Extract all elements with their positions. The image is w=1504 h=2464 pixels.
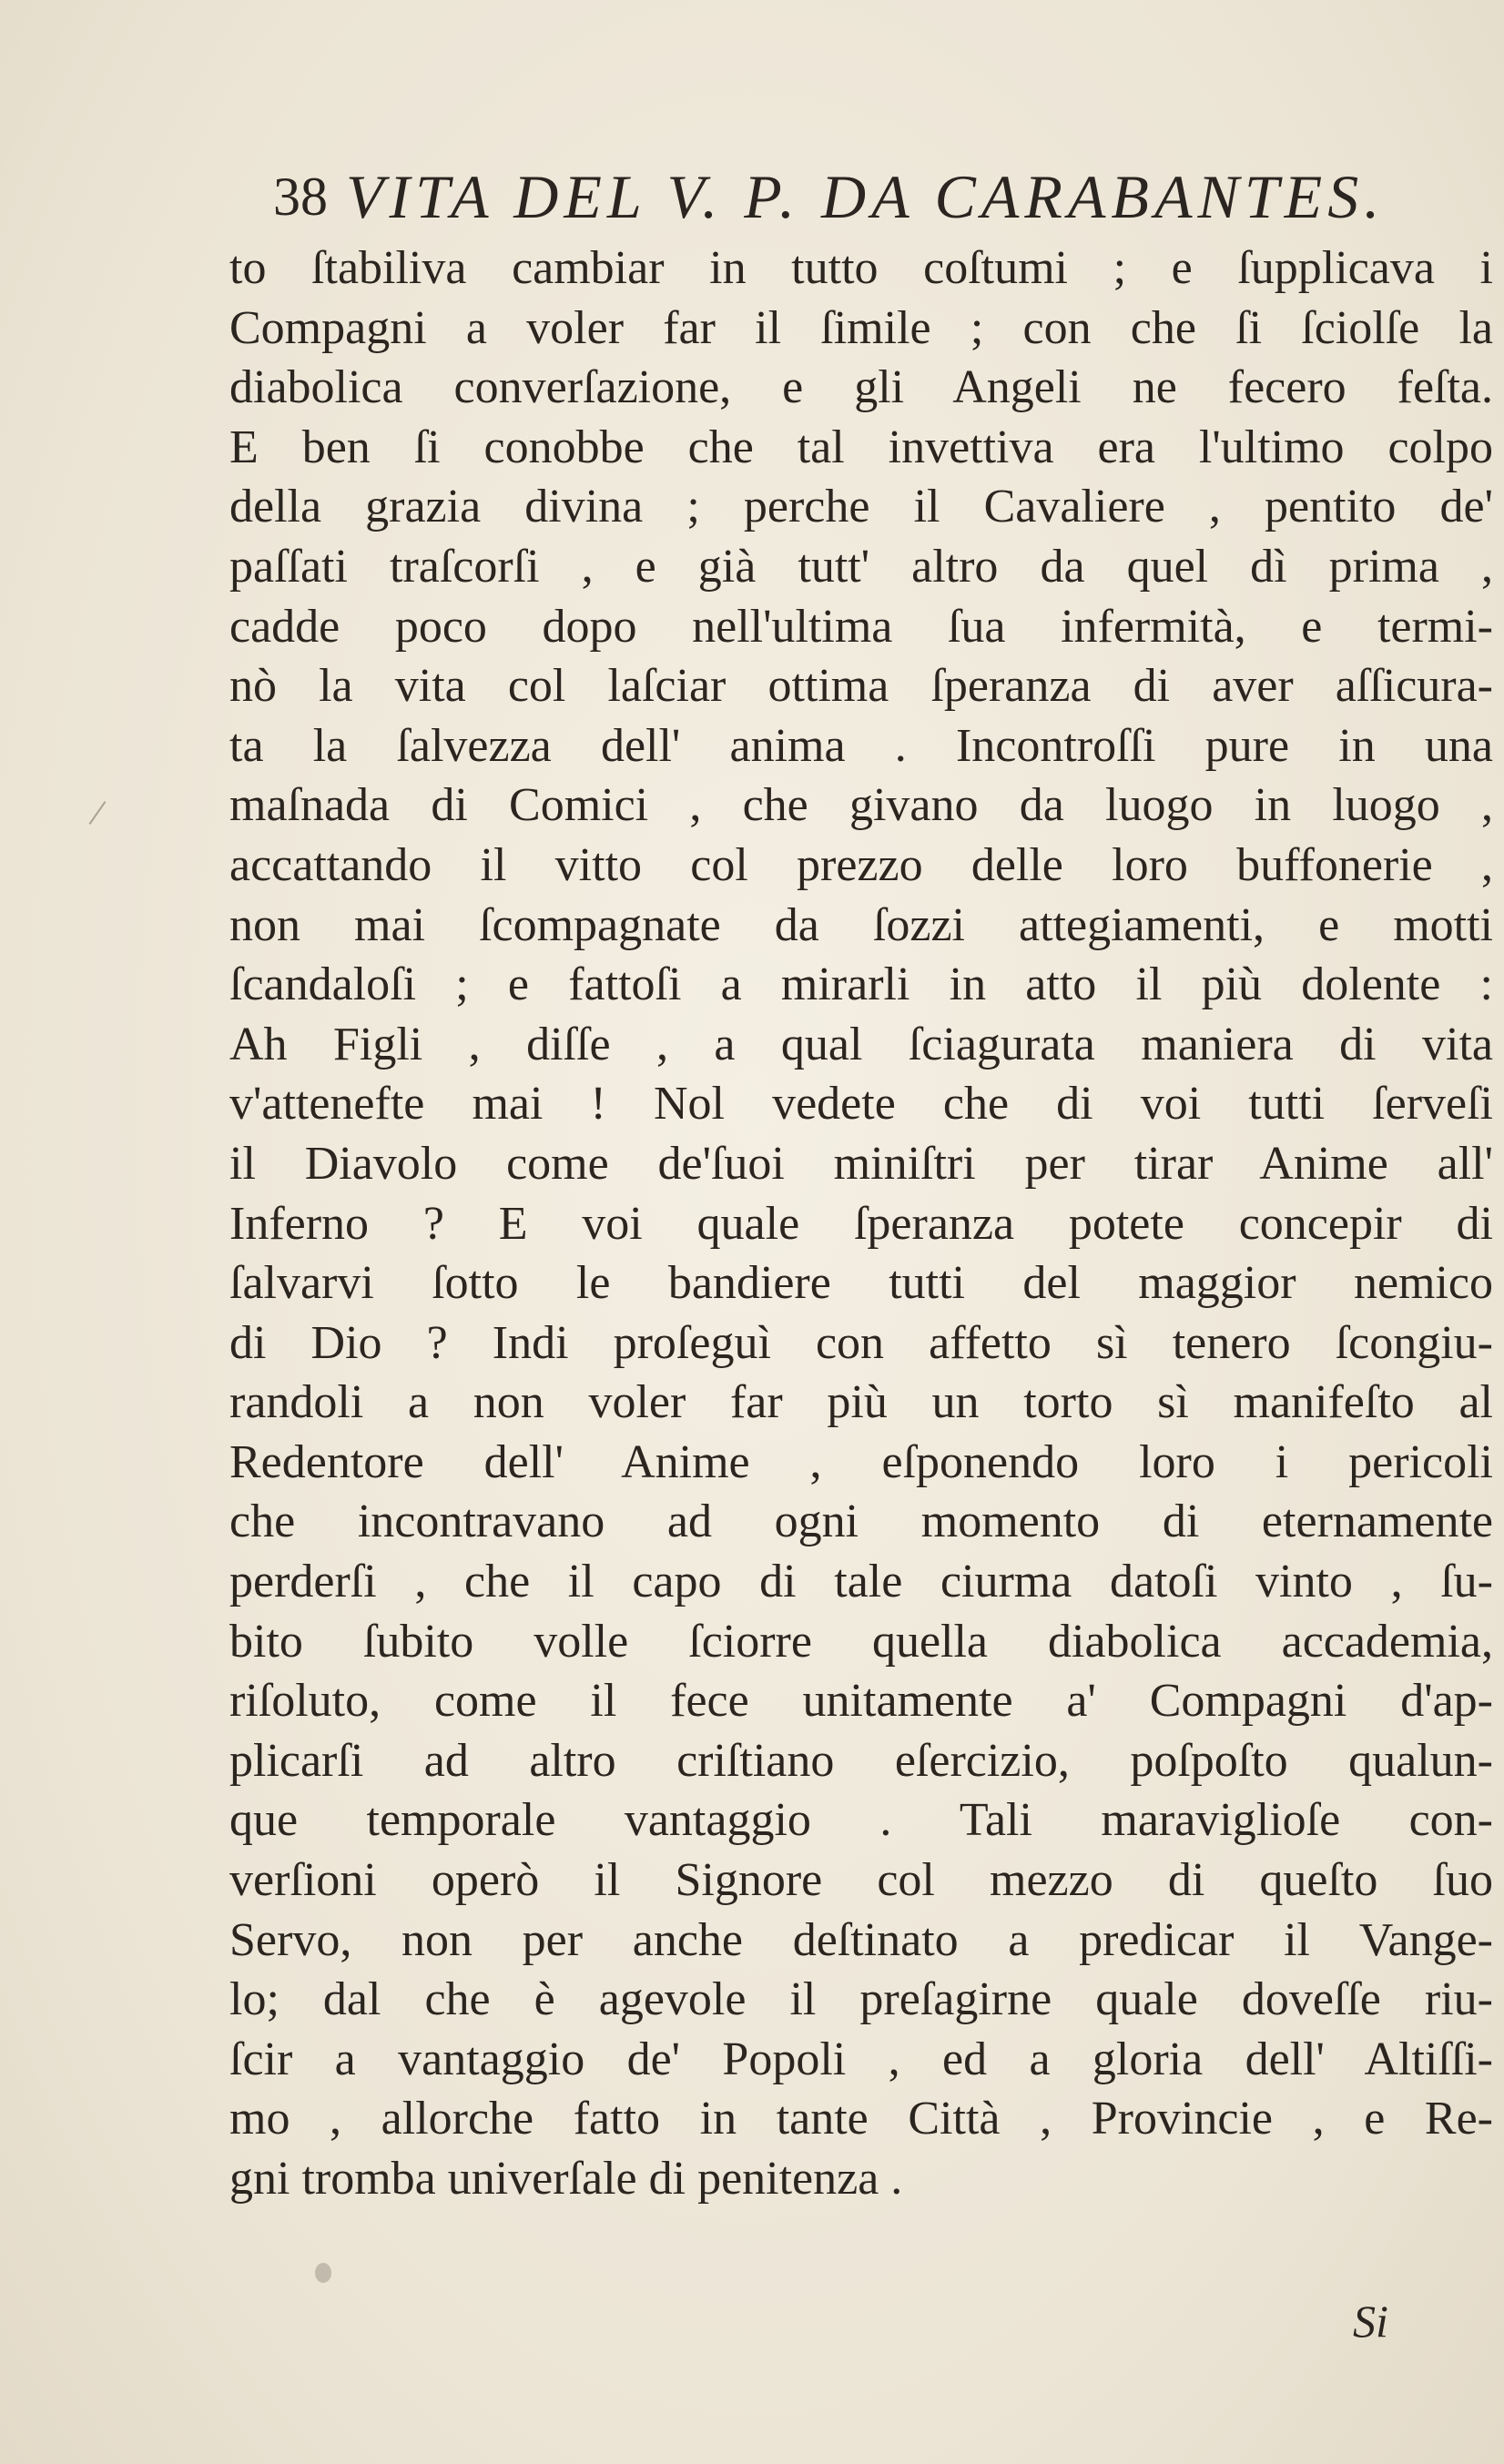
text-line: que temporale vantaggio . Tali maraviglioſe con- [229, 1794, 1493, 1847]
text-line: Servo, non per anche deſtinato a predicar il Vange- [229, 1913, 1493, 1966]
catchword: Si [1353, 2296, 1388, 2347]
text-line: gni tromba univerſale di penitenza . [229, 2153, 903, 2205]
page-header [273, 153, 1493, 244]
text-line: riſoluto, come il fece unitamente a' Compagni d'ap- [229, 1675, 1493, 1728]
text-line: ſalvarvi ſotto le bandiere tutti del maggior nemico [229, 1257, 1493, 1310]
text-line: diabolica converſazione, e gli Angeli ne fecero feſta. [229, 361, 1493, 414]
text-line: Compagni a voler far il ſimile ; con che ſi ſciolſe la [229, 301, 1493, 354]
text-line: mo , allorche fatto in tante Città , Provincie , e Re- [229, 2093, 1493, 2145]
text-line: plicarſi ad altro criſtiano eſercizio, poſpoſto qualun- [229, 1734, 1493, 1787]
text-line: della grazia divina ; perche il Cavaliere , pentito de' [229, 481, 1493, 533]
text-line: ſcandaloſi ; e fattoſi a mirarli in atto il più dolente : [229, 958, 1493, 1011]
text-line: il Diavolo come de'ſuoi miniſtri per tirar Anime all' [229, 1137, 1493, 1190]
text-line: perderſi , che il capo di tale ciurma datoſi vinto , ſu- [229, 1556, 1493, 1608]
text-line: E ben ſi conobbe che tal invettiva era l'ultimo colpo [229, 421, 1493, 473]
text-line: Ah Figli , diſſe , a qual ſciagurata maniera di vita [229, 1018, 1493, 1070]
text-line: accattando il vitto col prezzo delle loro buffonerie , [229, 838, 1493, 891]
text-line: paſſati traſcorſi , e già tutt' altro da quel dì prima , [229, 540, 1493, 593]
page-number: 38 [273, 167, 328, 227]
text-line: lo; dal che è agevole il preſagirne quale doveſſe riu- [229, 1973, 1493, 2026]
text-line: bito ſubito volle ſciorre quella diabolica accademia, [229, 1615, 1493, 1668]
text-line: non mai ſcompagnate da ſozzi attegiamenti, e motti [229, 898, 1493, 951]
text-line: ſcir a vantaggio de' Popoli , ed a gloria dell' Altiſſi- [229, 2033, 1493, 2085]
ink-blot [315, 2263, 331, 2283]
text-line: randoli a non voler far più un torto sì manifeſto al [229, 1376, 1493, 1429]
text-line: to ſtabiliva cambiar in tutto coſtumi ; e ſupplicava i [229, 242, 1493, 294]
text-line: cadde poco dopo nell'ultima ſua infermità, e termi- [229, 600, 1493, 653]
text-line: ta la ſalvezza dell' anima . Incontroſſi pure in una [229, 719, 1493, 772]
text-line: Redentore dell' Anime , eſponendo loro i pericoli [229, 1435, 1493, 1488]
text-line: maſnada di Comici , che givano da luogo in luogo , [229, 779, 1493, 832]
text-line: v'attenefte mai ! Nol vedete che di voi tutti ſerveſi [229, 1078, 1493, 1131]
text-line: che incontravano ad ogni momento di eternamente [229, 1496, 1493, 1548]
margin-pencil-mark [89, 801, 107, 825]
text-line: verſioni operò il Signore col mezzo di queſto ſuo [229, 1854, 1493, 1907]
text-line: di Dio ? Indi proſeguì con affetto sì tenero ſcongiu- [229, 1316, 1493, 1369]
running-head: VITA DEL V. P. DA CARABANTES. [346, 162, 1386, 231]
body-text [229, 238, 1493, 2209]
text-line: Inferno ? E voi quale ſperanza potete concepir di [229, 1197, 1493, 1250]
text-line: nò la vita col laſciar ottima ſperanza di aver aſſicura- [229, 660, 1493, 713]
